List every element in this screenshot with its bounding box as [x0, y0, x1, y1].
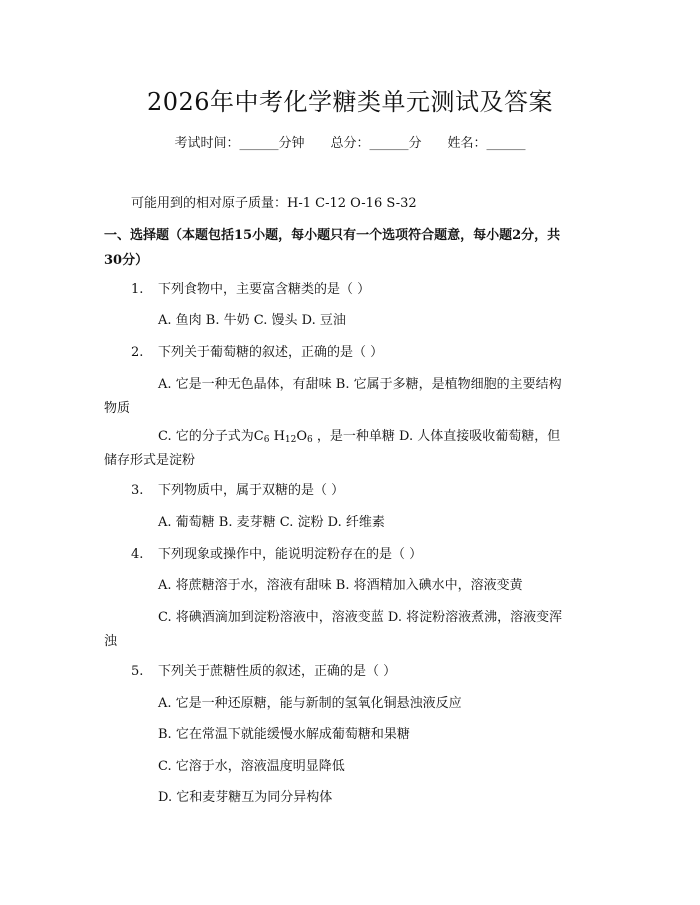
- formula-sub-c: 6: [263, 435, 270, 445]
- question-5-option-b: B. 它在常温下就能缓慢水解成葡萄糖和果糖: [158, 727, 410, 742]
- question-2-option-cd-line1: [158, 425, 560, 445]
- question-5-option-a: A. 它是一种还原糖，能与新制的氢氧化铜悬浊液反应: [158, 696, 462, 711]
- section1-heading-line2: 30分）: [104, 253, 149, 268]
- question-2-option-cd-line2: 储存形式是淀粉: [104, 453, 196, 468]
- question-2-number: 2.: [131, 345, 144, 360]
- exam-meta: [0, 132, 700, 151]
- question-4-option-cd-line2: 浊: [104, 634, 118, 649]
- question-1-number: 1.: [131, 282, 144, 297]
- question-5-number: 5.: [131, 664, 144, 679]
- formula-h: H: [269, 429, 285, 444]
- question-2-stem: [131, 341, 383, 360]
- formula-o: O: [296, 429, 308, 444]
- question-4-stem: [131, 543, 422, 562]
- question-3-text: 下列物质中，属于双糖的是（ ）: [158, 483, 345, 498]
- section1-heading-line1: 一、选择题（本题包括15小题，每小题只有一个选项符合题意，每小题2分，共: [104, 228, 561, 243]
- page-title: 2026年中考化学糖类单元测试及答案: [146, 88, 554, 116]
- question-1-options: A. 鱼肉 B. 牛奶 C. 馒头 D. 豆油: [158, 313, 346, 328]
- question-2-option-ab-line2: 物质: [104, 401, 131, 416]
- formula-rest: ，是一种单糖 D. 人体直接吸收葡萄糖，但: [316, 429, 561, 444]
- question-2-option-ab-line1: A. 它是一种无色晶体，有甜味 B. 它属于多糖，是植物细胞的主要结构: [158, 377, 562, 392]
- formula-sub-o: 6: [307, 435, 313, 445]
- question-3-stem: [131, 479, 344, 498]
- question-4-option-ab: A. 将蔗糖溶于水，溶液有甜味 B. 将酒精加入碘水中，溶液变黄: [158, 578, 523, 593]
- question-4-text: 下列现象或操作中，能说明淀粉存在的是（ ）: [158, 547, 423, 562]
- question-3-number: 3.: [131, 483, 144, 498]
- exam-time: 考试时间：______分钟: [174, 136, 305, 151]
- question-2-text: 下列关于葡萄糖的叙述，正确的是（ ）: [158, 345, 384, 360]
- exam-score: 总分：______分: [330, 136, 422, 151]
- question-1-stem: [131, 278, 370, 297]
- formula-sub-h: 12: [284, 435, 297, 445]
- question-4-number: 4.: [131, 547, 144, 562]
- atomic-masses: 可能用到的相对原子质量：H-1 C-12 O-16 S-32: [131, 196, 417, 211]
- question-5-stem: [131, 660, 396, 679]
- formula-prefix: C. 它的分子式为C: [158, 429, 264, 444]
- question-5-option-c: C. 它溶于水，溶液温度明显降低: [158, 759, 345, 774]
- question-5-option-d: D. 它和麦芽糖互为同分异构体: [158, 790, 333, 805]
- question-5-text: 下列关于蔗糖性质的叙述，正确的是（ ）: [158, 664, 397, 679]
- exam-name: 姓名：______: [447, 136, 526, 151]
- question-4-option-cd-line1: C. 将碘酒滴加到淀粉溶液中，溶液变蓝 D. 将淀粉溶液煮沸，溶液变浑: [158, 610, 563, 625]
- question-3-options: A. 葡萄糖 B. 麦芽糖 C. 淀粉 D. 纤维素: [158, 515, 385, 530]
- question-1-text: 下列食物中，主要富含糖类的是（ ）: [158, 282, 371, 297]
